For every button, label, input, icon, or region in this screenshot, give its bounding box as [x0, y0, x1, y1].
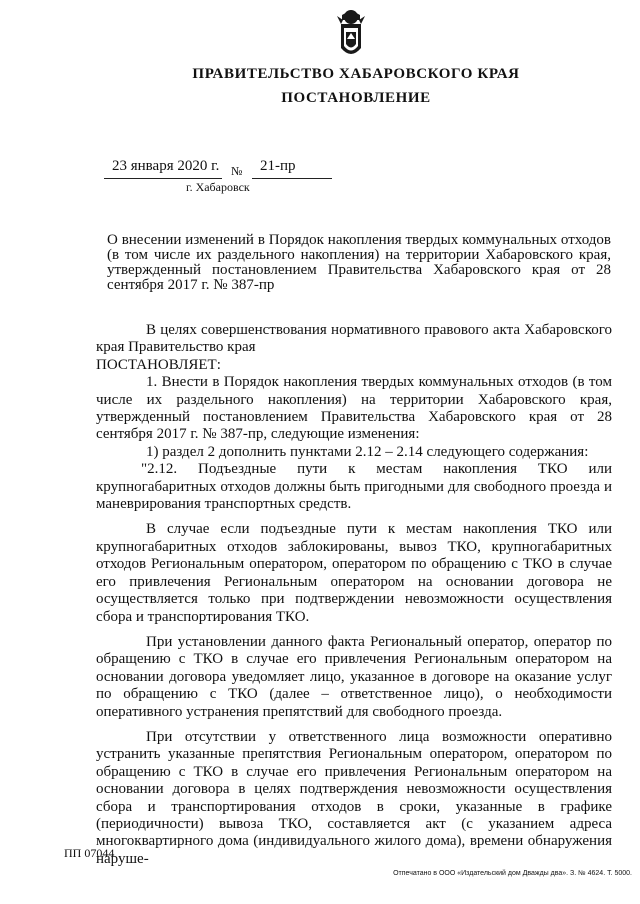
paragraph-5: При установлении данного факта Региональный оператор, оператор по обращению с ТКО в случае его привлечения Региональным оператором на основании договора уведомляет лицо, указанное в договоре на оказание услуг по обращению с ТКО (далее – ответственное лицо), о необходимости оперативного устранения препятствий для свободного проезда. [96, 633, 612, 720]
paragraph-2: 1) раздел 2 дополнить пунктами 2.12 – 2.14 следующего содержания: [146, 443, 589, 460]
printer-imprint: Отпечатано в ООО «Издательский дом Дважды два». З. № 4624. Т. 5000. [393, 870, 632, 877]
document-body [96, 322, 612, 868]
number-sign: № [231, 164, 243, 178]
document-type: ПОСТАНОВЛЕНИЕ [281, 90, 431, 106]
number-underline [252, 178, 332, 179]
document-date: 23 января 2020 г. [112, 158, 220, 174]
paragraph-3: "2.12. Подъездные пути к местам накопления ТКО или крупногабаритных отходов должны быть пригодными для свободного проезда и маневрирования транспортных средств. [96, 461, 612, 513]
paragraph-4: В случае если подъездные пути к местам накопления ТКО или крупногабаритных отходов заблокированы, вывоз ТКО, крупногабаритных отходов Региональным оператором, оператором по обращению с ТКО в случае его привлечения Региональным оператором на основании договора не осуществляется только при подтверждении невозможности осуществления сбора и транспортирования ТКО. [96, 521, 612, 625]
document-city: г. Хабаровск [186, 180, 250, 194]
document-title: О внесении изменений в Порядок накопления твердых коммунальных отходов (в том числе их раздельного накопления) на территории Хабаровского края, утвержденный постановлением Правительства Хабаровского края от 28 сентября 2017 г. № 387-пр [107, 232, 611, 293]
paragraph-1: 1. Внести в Порядок накопления твердых коммунальных отходов (в том числе их раздельного накопления) на территории Хабаровского края, утвержденный постановлением Правительства Хабаровского края от 28 сентября 2017 г. № 387-пр, следующие изменения: [96, 374, 612, 443]
footer-code: ПП 07044 [64, 846, 115, 860]
paragraph-6: При отсутствии у ответственного лица возможности оперативно устранить указанные препятствия Региональным оператором, оператором по обращению с ТКО в случае его привлечения Региональным оператором на основании договора в целях подтверждения невозможности осуществления сбора и транспортирования отходов в сроки, указанные в графике (периодичности) вывоза ТКО, составляется акт (с указанием адреса многоквартирного дома (индивидуального жилого дома), времени обнаружения наруше- [96, 728, 612, 867]
intro-paragraph: В целях совершенствования нормативного правового акта Хабаровского края Правительство края [96, 322, 612, 356]
coat-of-arms-icon [327, 6, 375, 66]
decree-heading: ПОСТАНОВЛЯЕТ: [96, 356, 221, 373]
organization-title: ПРАВИТЕЛЬСТВО ХАБАРОВСКОГО КРАЯ [192, 66, 520, 82]
date-underline [104, 178, 222, 179]
document-number: 21-пр [260, 158, 296, 174]
